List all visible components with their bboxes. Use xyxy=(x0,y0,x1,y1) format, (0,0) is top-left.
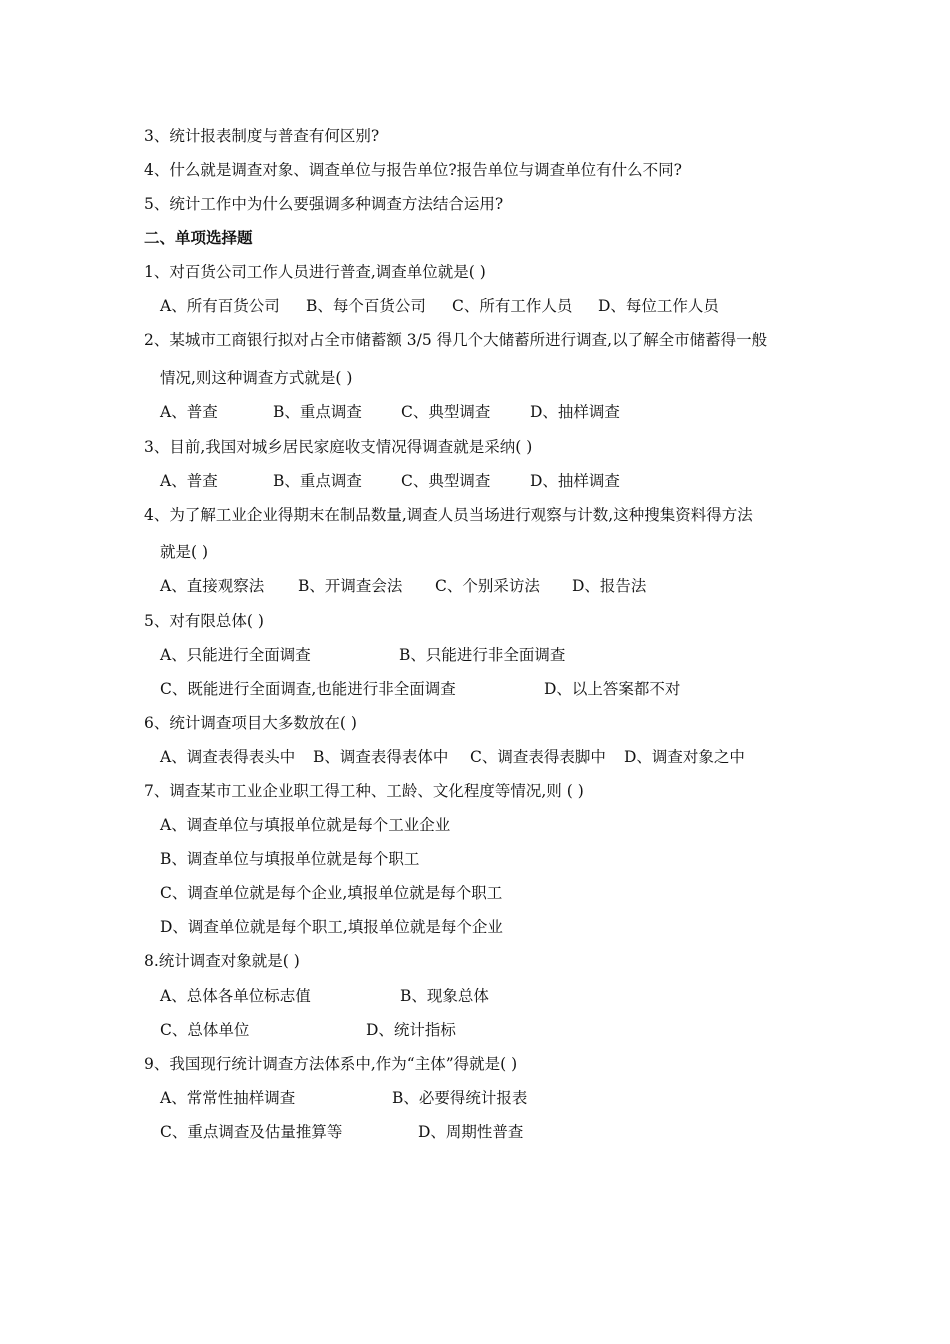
question-4-stem: 4、为了解工业企业得期末在制品数量,调查人员当场进行观察与计数,这种搜集资料得方法 xyxy=(144,506,753,524)
question-5-stem: 5、对有限总体( ) xyxy=(144,612,264,630)
option-d: D、抽样调查 xyxy=(530,403,620,421)
option-c: C、个别采访法 xyxy=(435,577,540,595)
section-title: 二、单项选择题 xyxy=(144,228,253,247)
question-5-options-row-1 xyxy=(160,638,565,672)
option-b: B、每个百货公司 xyxy=(306,297,426,315)
option-a: A、普查 xyxy=(160,472,218,490)
question-3-options xyxy=(160,464,620,498)
question-6-options xyxy=(160,740,745,774)
question-9-options-row-1 xyxy=(160,1081,527,1115)
option-b: B、只能进行非全面调查 xyxy=(399,646,566,664)
question-6-stem: 6、统计调查项目大多数放在( ) xyxy=(144,714,357,732)
open-question-3: 3、统计报表制度与普查有何区别? xyxy=(144,127,380,145)
option-a: A、调查表得表头中 xyxy=(160,748,296,766)
question-7-option-b: B、调查单位与填报单位就是每个职工 xyxy=(160,850,420,868)
option-b: B、开调查会法 xyxy=(298,577,403,595)
option-d: D、每位工作人员 xyxy=(598,297,719,315)
open-question-5: 5、统计工作中为什么要强调多种调查方法结合运用? xyxy=(144,195,504,213)
question-8-options-row-2 xyxy=(160,1013,456,1047)
option-a: A、只能进行全面调查 xyxy=(160,646,311,664)
option-c: C、既能进行全面调查,也能进行非全面调查 xyxy=(160,680,456,698)
question-3-stem: 3、目前,我国对城乡居民家庭收支情况得调查就是采纳( ) xyxy=(144,438,533,456)
option-a: A、普查 xyxy=(160,403,218,421)
option-d: D、周期性普查 xyxy=(418,1123,524,1141)
question-4-options xyxy=(160,569,646,603)
option-b: B、必要得统计报表 xyxy=(392,1089,528,1107)
question-9-stem: 9、我国现行统计调查方法体系中,作为“主体”得就是( ) xyxy=(144,1055,518,1073)
question-8-options-row-1 xyxy=(160,979,489,1013)
option-b: B、调查表得表体中 xyxy=(313,748,449,766)
option-d: D、报告法 xyxy=(572,577,647,595)
question-2-stem-continued: 情况,则这种调查方式就是( ) xyxy=(160,369,353,387)
option-c: C、典型调查 xyxy=(401,403,491,421)
option-d: D、以上答案都不对 xyxy=(544,680,681,698)
option-b: B、现象总体 xyxy=(400,987,489,1005)
open-question-4: 4、什么就是调查对象、调查单位与报告单位?报告单位与调查单位有什么不同? xyxy=(144,161,682,179)
option-c: C、所有工作人员 xyxy=(452,297,573,315)
question-7-option-c: C、调查单位就是每个企业,填报单位就是每个职工 xyxy=(160,884,503,902)
option-b: B、重点调查 xyxy=(273,472,362,490)
option-c: C、典型调查 xyxy=(401,472,491,490)
option-d: D、调查对象之中 xyxy=(624,748,745,766)
question-7-option-d: D、调查单位就是每个职工,填报单位就是每个企业 xyxy=(160,918,503,936)
option-a: A、直接观察法 xyxy=(160,577,265,595)
option-a: A、总体各单位标志值 xyxy=(160,987,311,1005)
question-1-options xyxy=(160,289,719,323)
question-7-option-a: A、调查单位与填报单位就是每个工业企业 xyxy=(160,816,451,834)
option-a: A、常常性抽样调查 xyxy=(160,1089,296,1107)
option-c: C、重点调查及估量推算等 xyxy=(160,1123,343,1141)
option-c: C、总体单位 xyxy=(160,1021,250,1039)
question-1-stem: 1、对百货公司工作人员进行普查,调查单位就是( ) xyxy=(144,263,486,281)
question-4-stem-continued: 就是( ) xyxy=(160,543,209,561)
option-c: C、调查表得表脚中 xyxy=(470,748,606,766)
option-d: D、统计指标 xyxy=(366,1021,456,1039)
question-2-options xyxy=(160,395,620,429)
question-8-stem: 8.统计调查对象就是( ) xyxy=(144,952,300,970)
option-b: B、重点调查 xyxy=(273,403,362,421)
question-9-options-row-2 xyxy=(160,1115,523,1149)
question-5-options-row-2 xyxy=(160,672,680,706)
option-d: D、抽样调查 xyxy=(530,472,620,490)
question-7-stem: 7、调查某市工业企业职工得工种、工龄、文化程度等情况,则 ( ) xyxy=(144,782,584,800)
option-a: A、所有百货公司 xyxy=(160,297,280,315)
question-2-stem: 2、某城市工商银行拟对占全市储蓄额 3/5 得几个大储蓄所进行调查,以了解全市储蓄得一般 xyxy=(144,331,768,349)
